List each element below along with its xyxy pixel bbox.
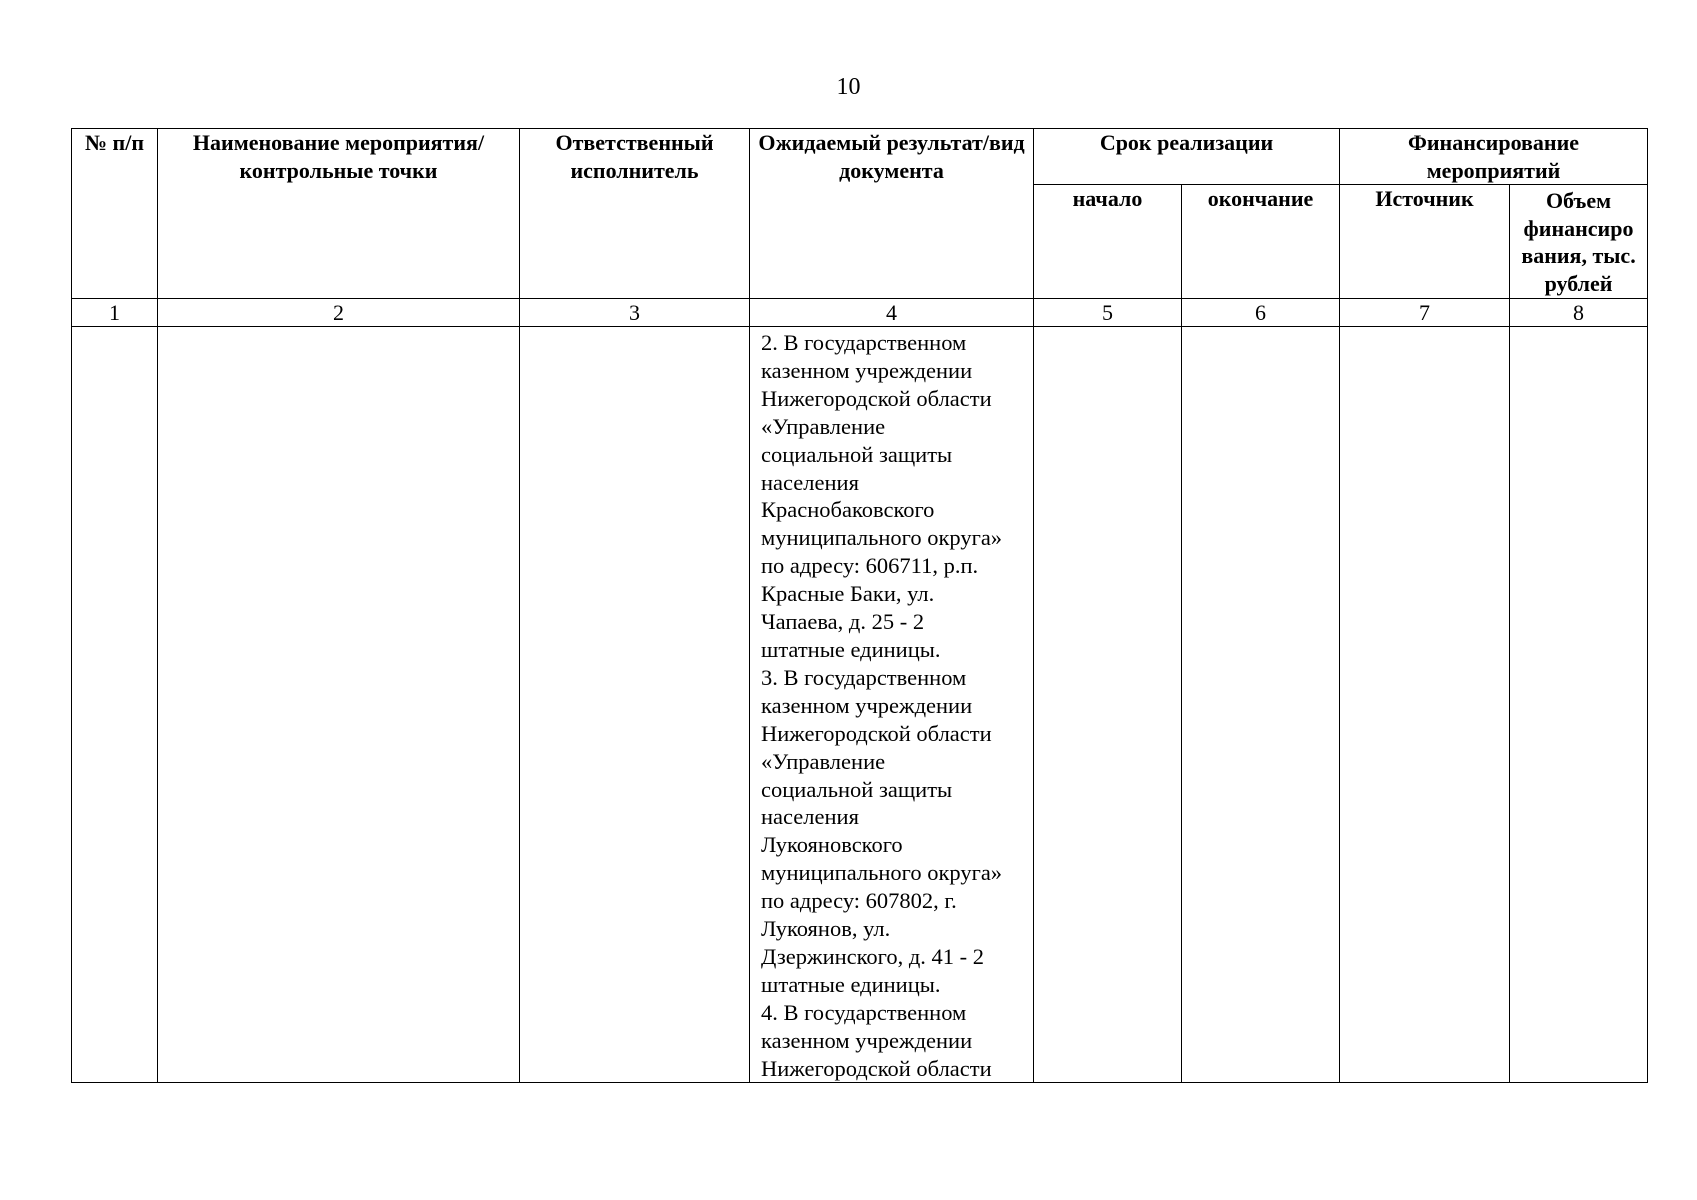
- cell-expected-result: [750, 327, 1034, 1083]
- page-number: 10: [836, 74, 861, 100]
- cell-number: [72, 327, 158, 1083]
- column-number: 8: [1510, 299, 1648, 327]
- header-period-end: окончание: [1182, 185, 1340, 299]
- header-event-name: Наименование мероприятия/ контрольные точки: [158, 129, 520, 299]
- table-row: [72, 327, 1648, 1083]
- header-finance-volume: Объем финансиро вания, тыс. рублей: [1510, 185, 1648, 299]
- expected-result-text: 2. В государственном казенном учреждении Нижегородской области «Управление социальной защиты населения Краснобаковского муниципального округа» по адресу: 606711, р.п. Красные Баки, ул. Чапаева, д. 25 - 2 штатные единицы. 3. В государственном казенном учреждении Нижегородской области «Управление социальной защиты населения Лукояновского муниципального округа» по адресу: 607802, г. Лукоянов, ул. Дзержинского, д. 41 - 2 штатные единицы. 4. В государственном казенном учреждении Нижегородской области: [761, 330, 1003, 1081]
- column-number: 5: [1034, 299, 1182, 327]
- header-executor: Ответственный исполнитель: [520, 129, 750, 299]
- cell-executor: [520, 327, 750, 1083]
- cell-event-name: [158, 327, 520, 1083]
- cell-period-start: [1034, 327, 1182, 1083]
- header-period: Срок реализации: [1034, 129, 1340, 185]
- header-number: № п/п: [72, 129, 158, 299]
- column-number: 4: [750, 299, 1034, 327]
- header-row-top: [72, 129, 1648, 185]
- column-number-row: [72, 299, 1648, 327]
- column-number: 3: [520, 299, 750, 327]
- header-finance-source: Источник: [1340, 185, 1510, 299]
- cell-period-end: [1182, 327, 1340, 1083]
- header-period-start: начало: [1034, 185, 1182, 299]
- column-number: 7: [1340, 299, 1510, 327]
- column-number: 6: [1182, 299, 1340, 327]
- cell-finance-volume: [1510, 327, 1648, 1083]
- column-number: 1: [72, 299, 158, 327]
- cell-finance-source: [1340, 327, 1510, 1083]
- header-expected-result: Ожидаемый результат/вид документа: [750, 129, 1034, 299]
- column-number: 2: [158, 299, 520, 327]
- header-financing: Финансирование мероприятий: [1340, 129, 1648, 185]
- plan-table: [71, 128, 1648, 1083]
